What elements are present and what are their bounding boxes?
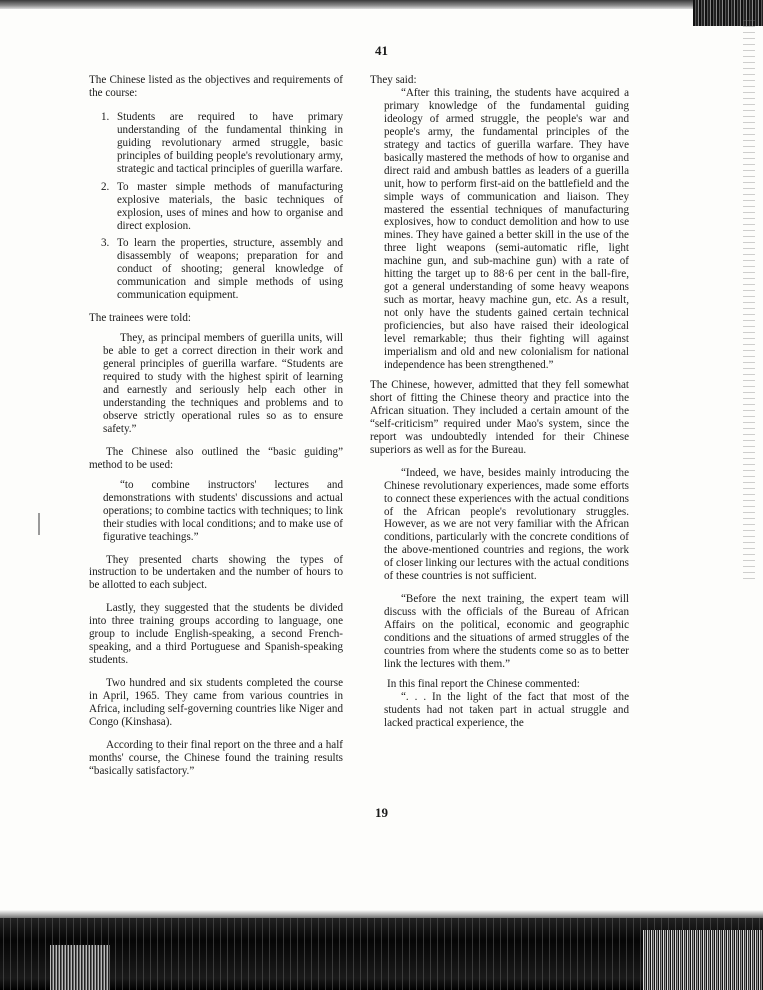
margin-mark xyxy=(38,513,40,535)
right-column xyxy=(370,74,629,730)
trainees-told-line: The trainees were told: xyxy=(89,312,191,325)
objectives-list xyxy=(89,111,343,302)
final-report-paragraph: According to their final report on the three and a half months' course, the Chinese found the training results “basically satisfactory.” xyxy=(89,738,343,777)
objective-item xyxy=(89,181,343,233)
scan-noise-bottom-right xyxy=(643,930,763,990)
objective-item xyxy=(89,237,343,302)
students-completed-paragraph: Two hundred and six students completed the course in April, 1965. They came from various countries in Africa, including self-governing countries like Niger and Congo (Kinshasa). xyxy=(89,677,343,728)
scan-shadow-top xyxy=(0,0,763,9)
trainees-quote: They, as principal members of guerilla units, will be able to get a correct direction in their work and general principles of guerilla warfare. “Students are required to study with the highest spirit of learning and earnestly and seriously help each other in understanding the techniques and problems and to observe strictly operational rules so as to ensure safety.” xyxy=(103,332,343,435)
objectives-intro: The Chinese listed as the objectives and requirements of the course: xyxy=(89,74,343,99)
objective-item xyxy=(89,111,343,176)
next-training-quote: “Before the next training, the expert team will discuss with the officials of the Bureau of African Affairs on the political, economic and geographic conditions and the situations of armed struggles of the countries from where the students come so as to better link the lectures with them.” xyxy=(384,593,629,670)
admitted-shortfall-paragraph: The Chinese, however, admitted that they fell somewhat short of fitting the Chinese theory and practice into the African situation. They included a certain amount of the “self-criticism” required under Mao's system, since the report was undoubtedly intended for their Chinese superiors as well as for the Bureau. xyxy=(370,378,629,456)
scan-noise-bottom-left xyxy=(50,945,110,990)
objective-number: 2. xyxy=(101,180,110,193)
objective-number: 1. xyxy=(101,110,110,123)
scan-edge-right xyxy=(743,20,755,580)
page-number-top: 41 xyxy=(375,43,388,58)
objective-text: To learn the properties, structure, assembly and disassembly of weapons; preparation for and conduct of shooting; general knowledge of communication and simple methods of using communication equipment. xyxy=(117,237,343,302)
charts-paragraph: They presented charts showing the types of instruction to be undertaken and the number of hours to be allotted to each subject. xyxy=(89,553,343,592)
objective-number: 3. xyxy=(101,237,110,250)
page-number-bottom: 19 xyxy=(375,805,388,820)
training-groups-paragraph: Lastly, they suggested that the students be divided into three training groups according to language, one group to include English-speaking, a second French-speaking, and a third Portuguese and Spanish-speaking students. xyxy=(89,602,343,667)
they-said-line: They said: xyxy=(370,74,417,86)
objective-text: Students are required to have primary understanding of the fundamental thinking in guiding revolutionary armed struggle, basic principles of building people's revolutionary army, strategic and tactical principles of guerilla warfare. xyxy=(117,110,343,175)
guiding-method-intro: The Chinese also outlined the “basic guiding” method to be used: xyxy=(89,445,343,471)
guiding-method-quote: “to combine instructors' lectures and demonstrations with students' discussions and actual operations; to combine tactics with techniques; to link their studies with local conditions; and to make use of figurative teachings.” xyxy=(103,478,344,543)
objective-text: To master simple methods of manufacturing explosive materials, the basic techniques of explosion, uses of mines and how to organise and direct explosion. xyxy=(117,180,343,232)
final-report-quote: “. . . In the light of the fact that most of the students had not taken part in actual struggle and lacked practical experience, the xyxy=(384,690,629,729)
final-report-commented-line: In this final report the Chinese commented: xyxy=(387,677,580,690)
indeed-quote: “Indeed, we have, besides mainly introducing the Chinese revolutionary experiences, made some efforts to connect these experiences with the actual conditions of the African people's revolutionary struggles. However, as we are not very familiar with the African conditions, particularly with the concrete conditions of the above-mentioned countries and regions, the work of closer linking our lectures with the actual conditions of these countries is not sufficient. xyxy=(384,466,629,583)
training-results-quote: “After this training, the students have acquired a primary knowledge of the fundamental guiding ideology of armed struggle, the people's war and people's army, the fundamental principles of the strategy and tactics of guerilla warfare. They have basically mastered the methods of how to organise and direct raid and ambush battles as leaders of a guerilla unit, how to perform first-aid on the battlefield and the simple ways of communication and liaison. They mastered the essential techniques of manufacturing explosives, how to conduct demolition and how to use mines. They have gained a better skill in the use of the three light weapons (semi-automatic rifle, light machine gun, and sub-machine gun) with a rate of hitting the target up to 88·6 per cent in the ball-fire, got a general understanding of some heavy weapons such as mortar, heavy machine gun, etc. As a result, not only have the students gained certain technical proficiencies, but also have raised their ideological level remarkable; thus their fighting will against imperialism and old and new colonialism for national independence has been strengthened.” xyxy=(384,86,629,371)
left-column xyxy=(89,74,343,778)
